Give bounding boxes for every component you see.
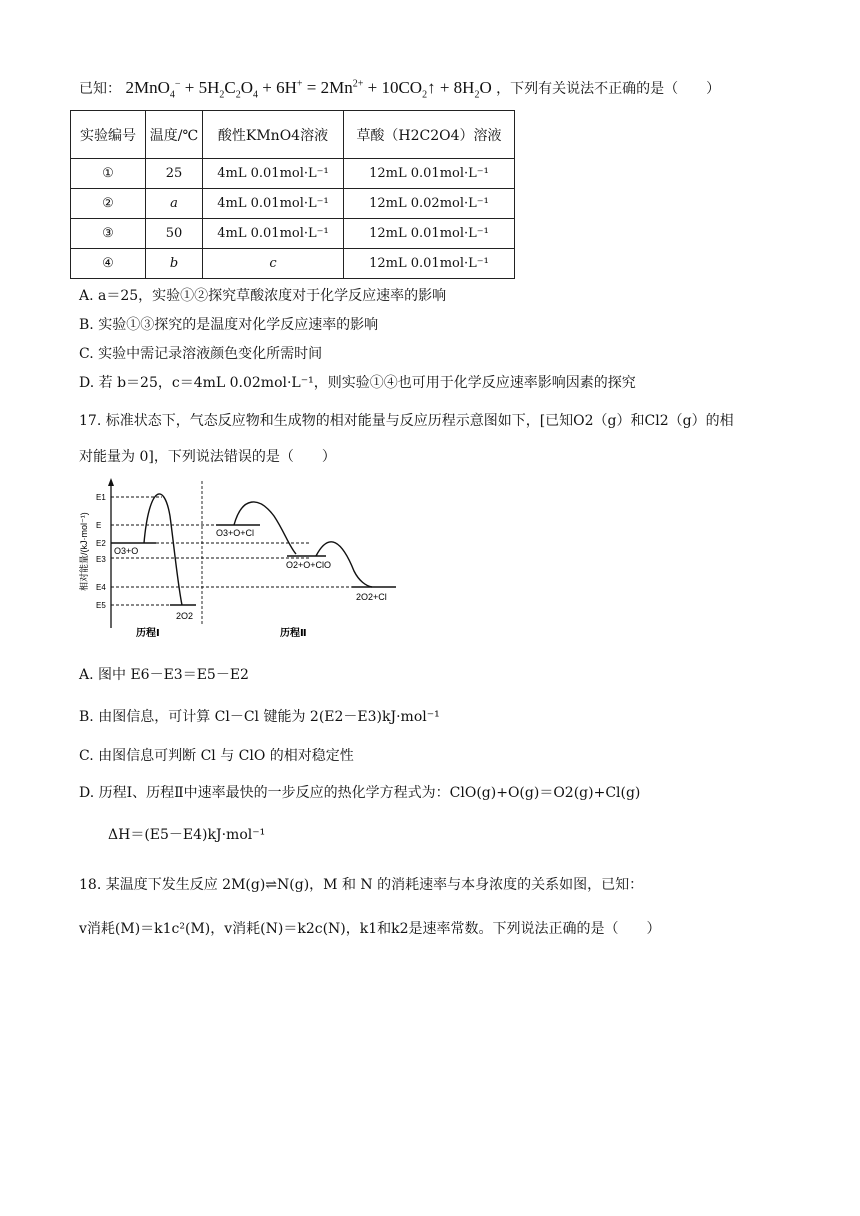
species-label: O3+O+Cl — [216, 528, 255, 538]
table-header: 草酸（H2C2O4）溶液 — [344, 111, 515, 159]
species-label: O2+O+ClO — [286, 560, 332, 570]
level-label: E1 — [96, 493, 106, 502]
table-cell: 12mL 0.01mol·L⁻¹ — [344, 159, 515, 189]
q17-option-d-line2: ΔH＝(E5－E4)kJ·mol⁻¹ — [108, 827, 266, 843]
table-row — [71, 159, 515, 189]
table-cell: 4mL 0.01mol·L⁻¹ — [203, 189, 344, 219]
table-cell: ① — [71, 159, 146, 189]
q16-option-b: B. 实验①③探究的是温度对化学反应速率的影响 — [79, 317, 379, 333]
energy-diagram — [74, 476, 404, 641]
q16-intro-prefix: 已知： — [79, 81, 121, 97]
species-label: 2O2 — [176, 611, 194, 621]
level-label: E2 — [96, 539, 106, 548]
table-row — [71, 249, 515, 279]
experiment-table — [70, 110, 515, 279]
q17-option-b: B. 由图信息，可计算 Cl－Cl 键能为 2(E2－E3)kJ·mol⁻¹ — [79, 709, 440, 725]
q16-option-a: A. a＝25，实验①②探究草酸浓度对于化学反应速率的影响 — [79, 288, 447, 304]
table-header: 酸性KMnO4溶液 — [203, 111, 344, 159]
species-label: O3+O — [114, 546, 139, 556]
q18-stem-line1: 18. 某温度下发生反应 2M(g)⇌N(g)，M 和 N 的消耗速率与本身浓度的关系如图，已知： — [79, 877, 644, 893]
reaction-equation: $2MnO_4^- + 5H_2C_2O_4 + 6H^+ = 2Mn^{2+}$ + $10CO_2↑ + 8H_2O$ — [125, 78, 492, 101]
process-label: 历程Ⅱ — [280, 628, 307, 639]
table-cell: a — [146, 189, 203, 219]
level-label: E4 — [96, 583, 106, 592]
table-header: 实验编号 — [71, 111, 146, 159]
table-cell: 50 — [146, 219, 203, 249]
table-row — [71, 219, 515, 249]
q17-option-d-line1: D. 历程Ⅰ、历程Ⅱ中速率最快的一步反应的热化学方程式为：ClO(g)+O(g)＝O2(g)+Cl(g) — [79, 785, 641, 801]
table-cell: ④ — [71, 249, 146, 279]
q17-stem-line1: 17. 标准状态下，气态反应物和生成物的相对能量与反应历程示意图如下，[已知O2（g）和Cl2（g）的相 — [79, 413, 734, 429]
q16-option-c: C. 实验中需记录溶液颜色变化所需时间 — [79, 346, 323, 362]
table-row — [71, 189, 515, 219]
table-cell: b — [146, 249, 203, 279]
q17-stem-line2: 对能量为 0]，下列说法错误的是（ ） — [79, 449, 336, 465]
level-label: E3 — [96, 555, 106, 564]
y-axis-label: 相对能量/(kJ·mol⁻¹) — [79, 512, 89, 591]
table-cell: ② — [71, 189, 146, 219]
q16-option-d: D. 若 b＝25，c＝4mL 0.02mol·L⁻¹，则实验①④也可用于化学反应速率影响因素的探究 — [79, 375, 636, 391]
level-label: E5 — [96, 601, 106, 610]
table-header-row — [71, 111, 515, 159]
q18-stem-line2: v消耗(M)＝k1c²(M)，v消耗(N)＝k2c(N)，k1和k2是速率常数。下列说法正确的是（ ） — [79, 921, 661, 937]
table-cell: 4mL 0.01mol·L⁻¹ — [203, 219, 344, 249]
level-label: E — [96, 521, 102, 530]
table-cell: 12mL 0.02mol·L⁻¹ — [344, 189, 515, 219]
table-cell: 25 — [146, 159, 203, 189]
table-cell: 12mL 0.01mol·L⁻¹ — [344, 219, 515, 249]
q16-intro — [79, 78, 720, 100]
table-cell: 4mL 0.01mol·L⁻¹ — [203, 159, 344, 189]
table-cell: c — [203, 249, 344, 279]
species-label: 2O2+Cl — [356, 592, 387, 602]
q17-option-c: C. 由图信息可判断 Cl 与 ClO 的相对稳定性 — [79, 748, 354, 764]
process-label: 历程Ⅰ — [136, 628, 160, 639]
q17-option-a: A. 图中 E6－E3＝E5－E2 — [79, 667, 249, 683]
q16-intro-suffix: ，下列有关说法不正确的是（ ） — [496, 81, 721, 97]
table-header: 温度/℃ — [146, 111, 203, 159]
table-cell: ③ — [71, 219, 146, 249]
table-cell: 12mL 0.01mol·L⁻¹ — [344, 249, 515, 279]
